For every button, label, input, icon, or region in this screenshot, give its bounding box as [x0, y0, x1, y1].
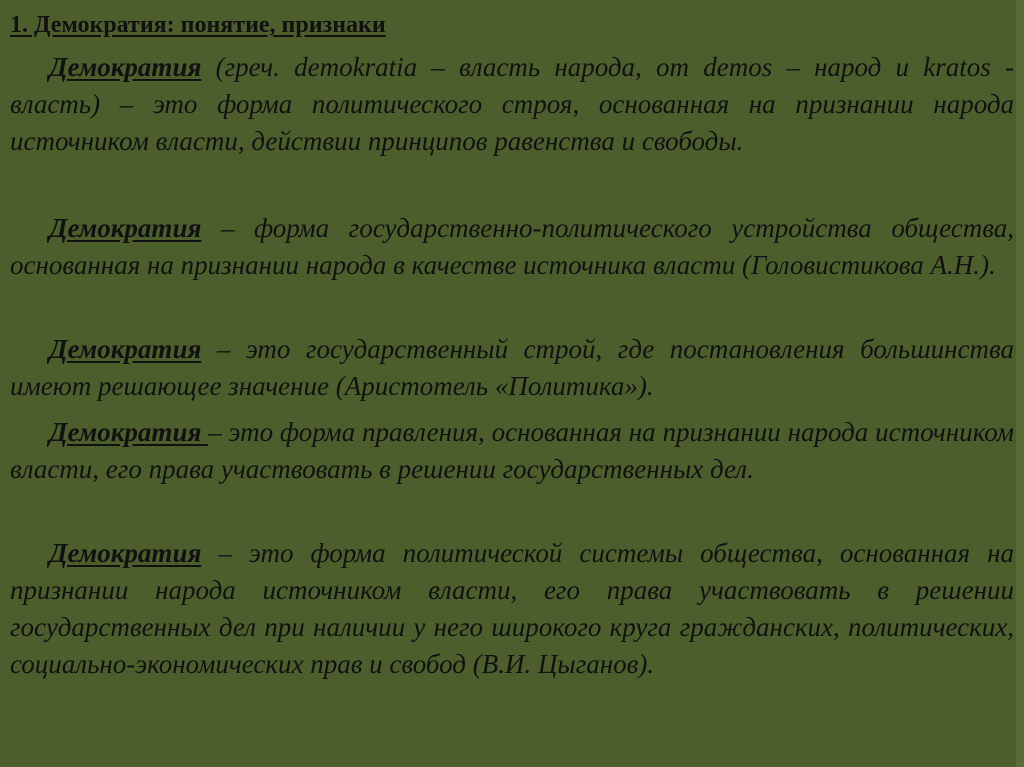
definition-term: Демократия	[49, 52, 202, 82]
right-edge-stripe	[1016, 0, 1024, 767]
definition-text: – это форма политической системы общества, основанная на признании народа источником власти, его права участвовать в решении государственных дел при наличии у него широкого круга гражданских, политических, социально-экономических прав и свобод (В.И. Цыганов).	[10, 538, 1014, 679]
definition-text: – форма государственно-политического устройства общества, основанная на признании народа в качестве источника власти (Головистикова А.Н.).	[10, 213, 1014, 280]
definition-paragraph-1	[10, 49, 1014, 160]
definition-paragraph-2	[10, 210, 1014, 284]
definition-term: Демократия	[49, 538, 202, 568]
definition-text: – это государственный строй, где постановления большинства имеют решающее значение (Аристотель «Политика»).	[10, 334, 1014, 401]
slide	[10, 0, 1016, 767]
definition-text: (греч. demokratia – власть народа, от demos – народ и kratos - власть) – это форма политического строя, основанная на признании народа источником власти, действии принципов равенства и свободы.	[10, 52, 1014, 156]
slide-title: 1. Демократия: понятие, признаки	[10, 12, 386, 38]
definition-term: Демократия	[49, 417, 209, 447]
definition-term: Демократия	[49, 334, 202, 364]
definition-paragraph-3	[10, 331, 1014, 405]
definition-term: Демократия	[49, 213, 202, 243]
definition-text: – это форма правления, основанная на признании народа источником власти, его права участвовать в решении государственных дел.	[10, 417, 1014, 484]
definition-paragraph-5	[10, 535, 1014, 683]
definition-paragraph-4	[10, 414, 1014, 488]
